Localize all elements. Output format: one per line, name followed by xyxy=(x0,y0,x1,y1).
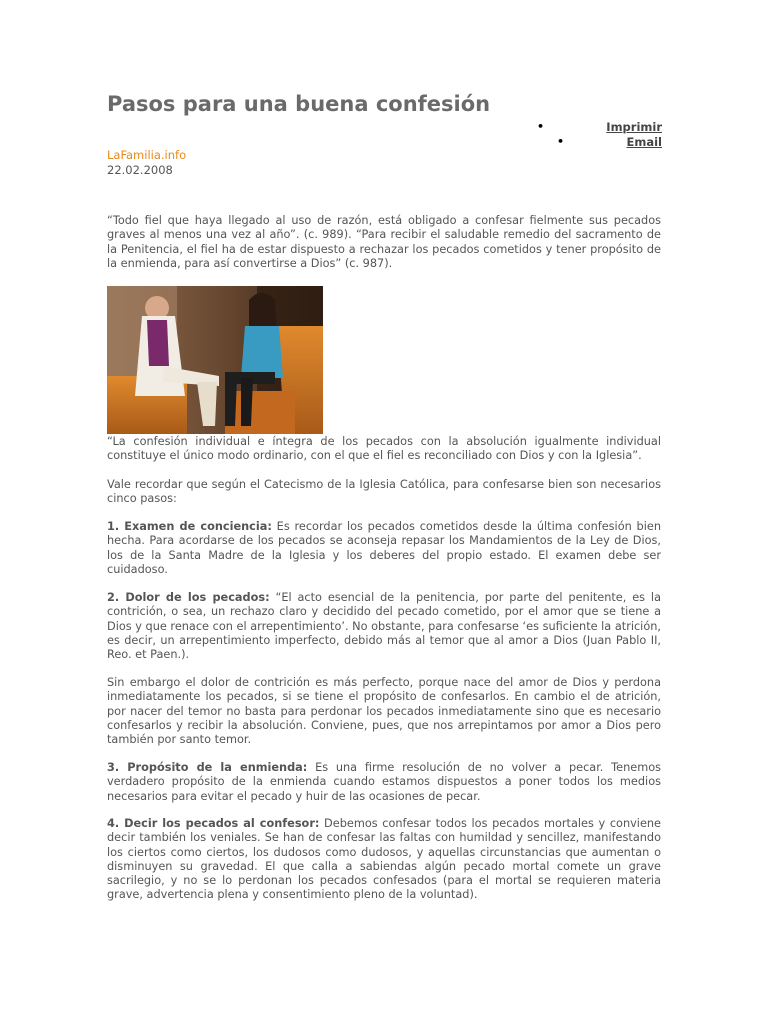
step-4-title: 4. Decir los pecados al confesor: xyxy=(107,817,320,830)
source-link[interactable]: LaFamilia.info xyxy=(107,148,187,162)
bullet-icon: • xyxy=(537,120,545,133)
step-2-paragraph xyxy=(107,591,661,662)
step-3-title: 3. Propósito de la enmienda: xyxy=(107,761,308,774)
confession-photo xyxy=(107,286,323,434)
recall-paragraph: Vale recordar que según el Catecismo de la Iglesia Católica, para confesarse bien son necesarios cinco pasos: xyxy=(107,478,661,506)
caption-paragraph: “La confesión individual e íntegra de los pecados con la absolución igualmente individual constituye el único modo ordinario, con el que el fiel es reconciliado con Dios y con la Iglesia”. xyxy=(107,435,661,463)
step-1-title: 1. Examen de conciencia: xyxy=(107,520,272,533)
step-3-text: Es una firme resolución de no volver a pecar. Tenemos verdadero propósito de la enmienda cuando estamos dispuestos a poner todos los medios necesarios para evitar el pecado y huir de las ocasiones de pecar. xyxy=(107,761,662,803)
step-2-text: “El acto esencial de la penitencia, por parte del penitente, es la contrición, o sea, un rechazo claro y decidido del pecado cometido, por el amor que se tiene a Dios y que renace con el arrepentimiento’. No obstante, para confesarse ‘es suficiente la atrición, es decir, un arrepentimiento imperfecto, debido más al temor que al amor a Dios (Juan Pablo II, Reo. et Paen.). xyxy=(107,591,661,662)
print-link[interactable]: Imprimir xyxy=(606,120,662,134)
print-item xyxy=(606,120,662,134)
step-1-paragraph xyxy=(107,520,661,577)
step-2-title: 2. Dolor de los pecados: xyxy=(107,591,270,604)
confession-image xyxy=(107,286,323,434)
publish-date: 22.02.2008 xyxy=(107,163,173,177)
bullet-icon: • xyxy=(557,135,565,148)
intro-paragraph: “Todo fiel que haya llegado al uso de razón, está obligado a confesar fielmente sus pecados graves al menos una vez al año”. (c. 989). “Para recibir el saludable remedio del sacramento de la Penitencia, el fiel ha de estar dispuesto a rechazar los pecados cometidos y tener propósito de la enmienda, para así convertirse a Dios” (c. 987). xyxy=(107,214,661,270)
step-4-text: Debemos confesar todos los pecados mortales y conviene decir también los veniales. Se han de confesar las faltas con humildad y sencillez, manifestando los ciertos como ciertos, los dudosos como dudosos, y aquellas circunstancias que aumentan o disminuyen su gravedad. El que calla a sabiendas algún pecado mortal comete un grave sacrilegio, y no se lo perdonan los pecados confesados (para el mortal se requieren materia grave, advertencia plena y consentimiento pleno de la voluntad). xyxy=(107,817,661,902)
article-actions xyxy=(500,120,662,152)
step-3-paragraph xyxy=(107,761,661,804)
contrition-paragraph: Sin embargo el dolor de contrición es más perfecto, porque nace del amor de Dios y perdona inmediatamente los pecados, si se tiene el propósito de confesarlos. En cambio el de atrición, por nacer del temor no basta para perdonar los pecados inmediatamente sino que es necesario confesarlos y recibir la absolución. Conviene, pues, que nos arrepintamos por amor a Dios pero también por santo temor. xyxy=(107,676,661,747)
article-title: Pasos para una buena confesión xyxy=(107,92,491,116)
email-link[interactable]: Email xyxy=(626,135,662,149)
email-item xyxy=(627,135,662,149)
step-1-text: Es recordar los pecados cometidos desde la última confesión bien hecha. Para acordarse de los pecados se aconseja repasar los Mandamientos de la Ley de Dios, los de la Santa Madre de la Iglesia y los deberes del propio estado. El examen debe ser cuidadoso. xyxy=(107,520,661,576)
step-4-paragraph xyxy=(107,817,661,903)
